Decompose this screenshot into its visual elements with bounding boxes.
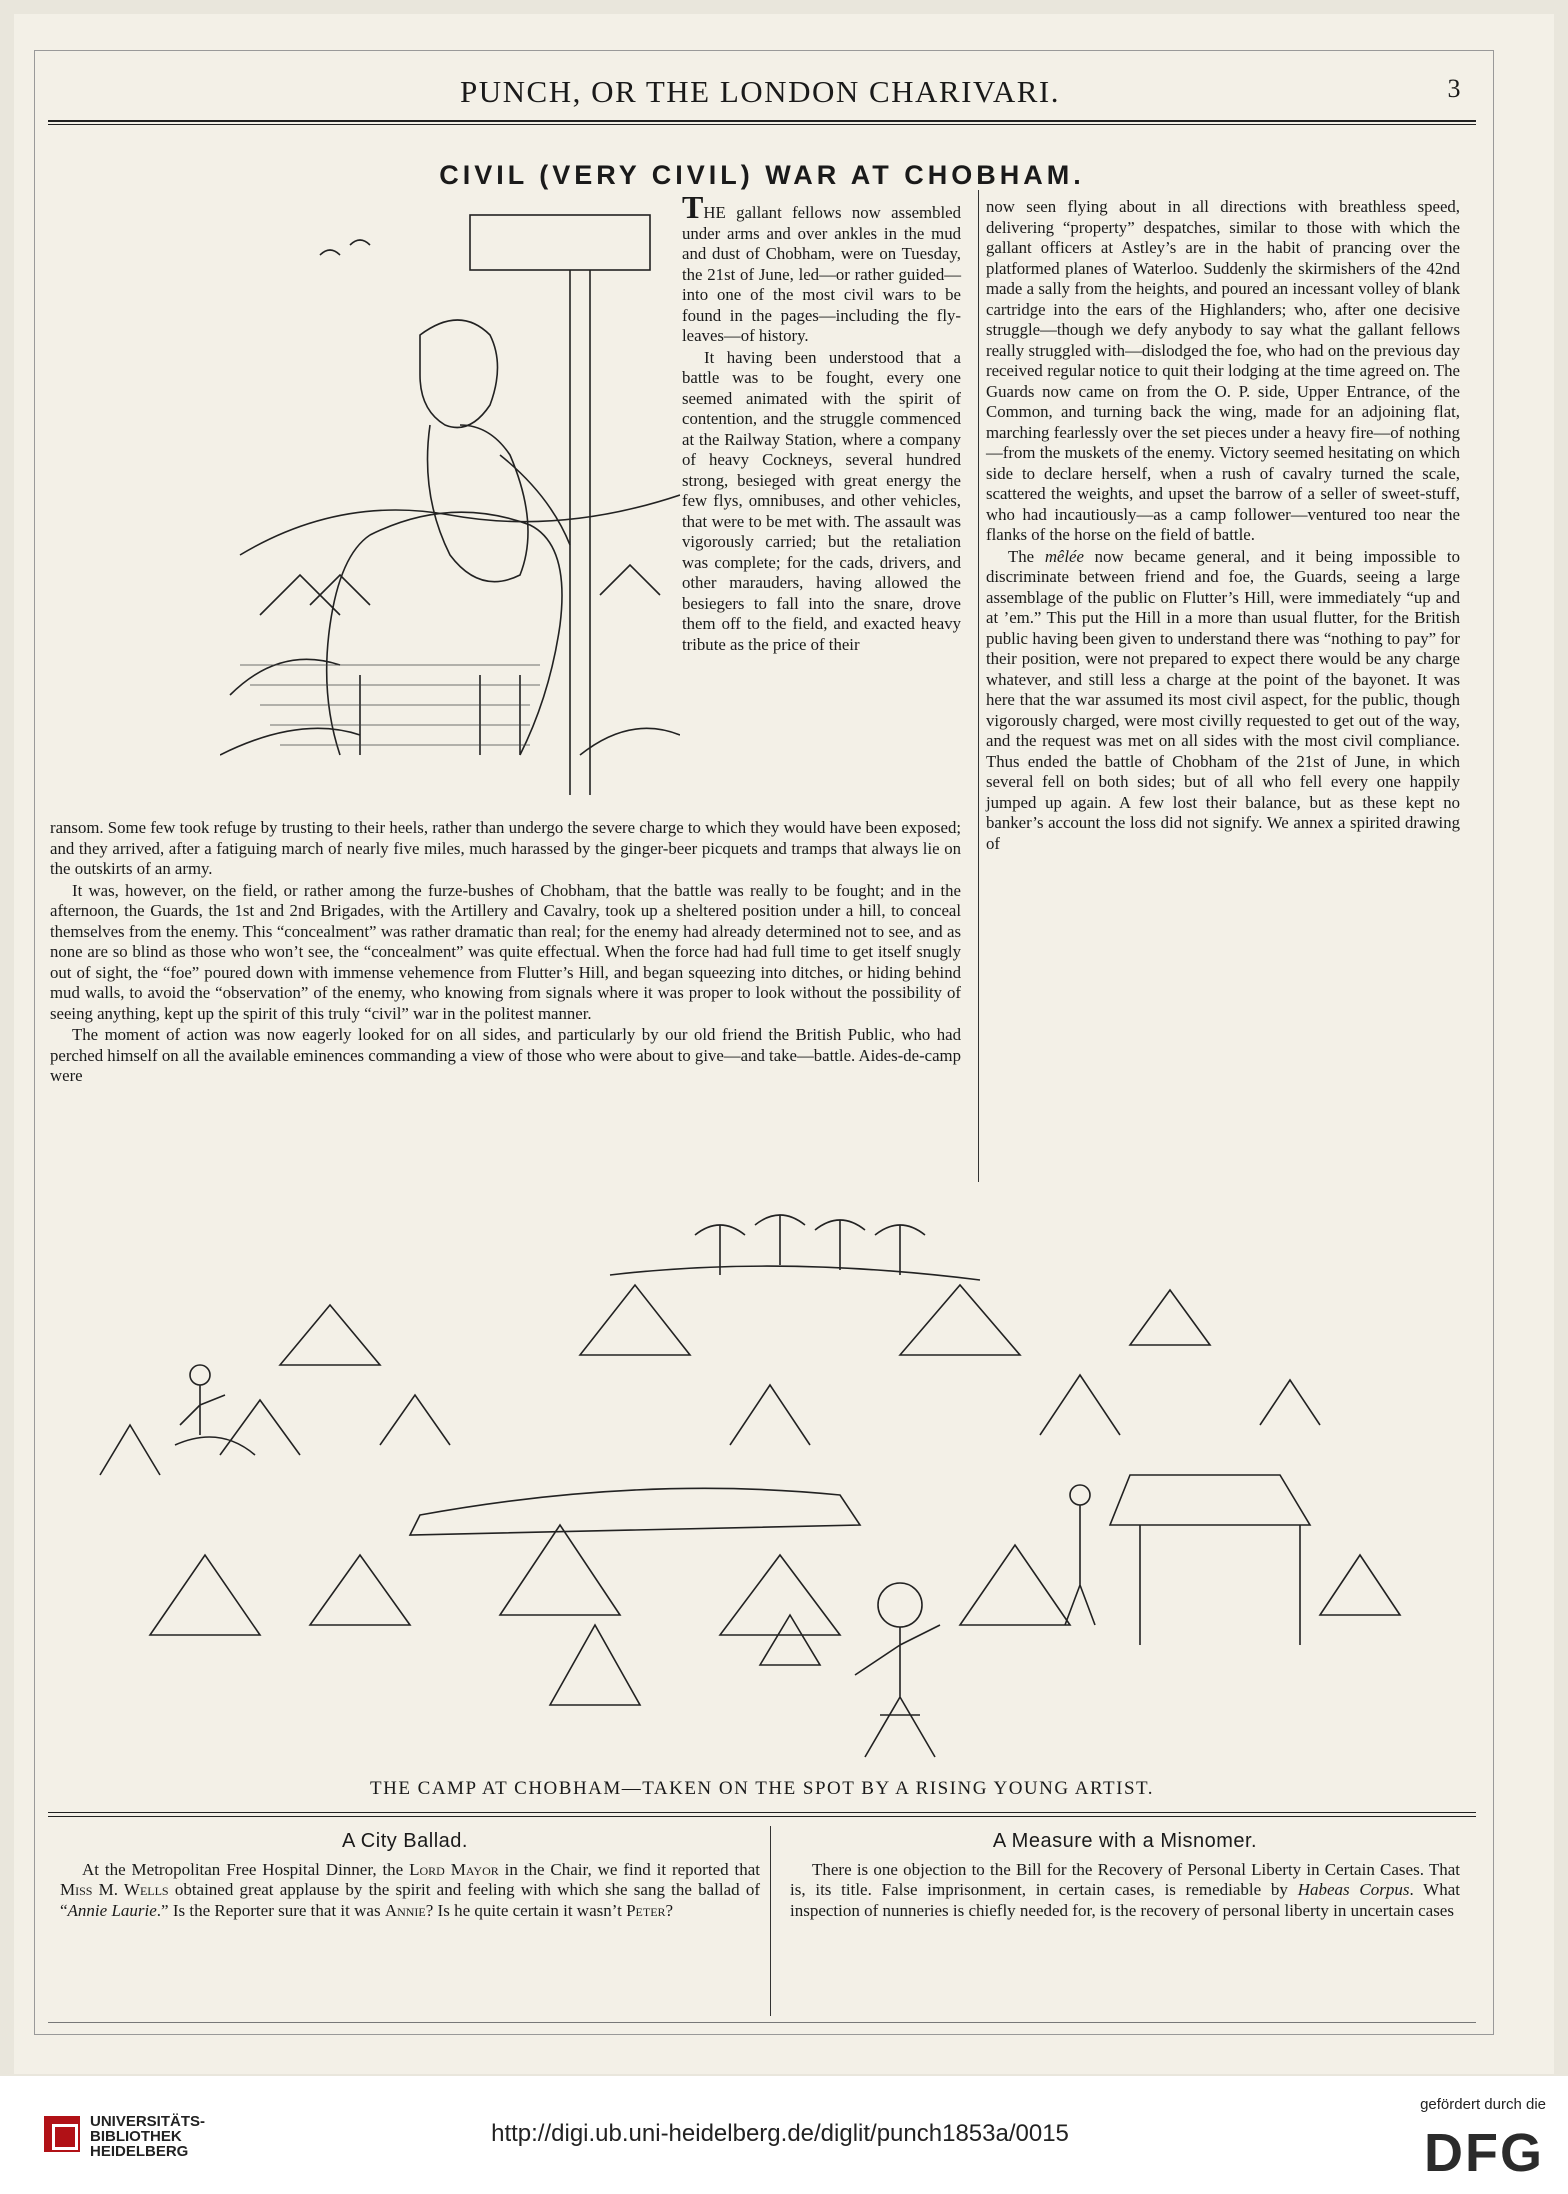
measure-text: There is one objection to the Bill for the Recovery of Personal Liberty in Certain Cases. That is, its title. False imprisonment, in certain cases, is remediable by Habeas Corpus. What inspection of nunneries is chiefly needed for, is the recovery of personal liberty in uncertain cases	[790, 1860, 1460, 1920]
city-ballad-text: At the Metropolitan Free Hospital Dinner, the Lord Mayor in the Chair, we find it reported that Miss M. Wells obtained great applause by the spirit and feeling with which she sang the ballad of “Annie Laurie.” Is the Reporter sure that it was Annie? Is he quite certain it wasn’t Peter?	[60, 1860, 760, 1920]
section-rule-2	[48, 1816, 1476, 1817]
right-para-2: The mêlée now became general, and it being impossible to discriminate between friend and foe, the Guards, seeing a large assemblage of the public on Flutter’s Hill, were immediately “up and at ’em.” This put the Hill in a more than usual flutter, for the British public having been given to understand there was “nothing to pay” for their position, were not prepared to expect there would be any charge whatever, and still less a charge at the point of the bayonet. It was here that the war assumed its most civil aspect, for the public, though vigorously charged, were most civilly requested to get out of the way, and the request was met on all sides with the most civil compliance. Thus ended the battle of Chobham of the 21st of June, in which several fell on both sides; but of all who fell every one happily jumped up again. A few lost their balance, but as these kept no banker’s account the loss did not signify. We annex a spirited drawing of	[986, 546, 1460, 853]
para-4: The moment of action was now eagerly looked for on all sides, and particularly by our old friend the British Public, who had perched himself on all the available eminences commanding a view of those who were about to give—and take—battle. Aides-de-camp were	[50, 1025, 962, 1085]
footer-bar	[0, 2076, 1568, 2194]
camp-caption: THE CAMP AT CHOBHAM—TAKEN ON THE SPOT BY A RISING YOUNG ARTIST.	[370, 1778, 1154, 1799]
short-column-divider	[770, 1826, 771, 2016]
permalink[interactable]: http://digi.ub.uni-heidelberg.de/diglit/punch1853a/0015	[491, 2120, 1069, 2147]
dropcap: T	[682, 189, 704, 225]
university-logo-icon	[44, 2116, 80, 2152]
running-head	[50, 74, 1470, 114]
cartoon-soldier-on-horse	[220, 195, 680, 810]
article-left-full	[50, 818, 961, 1087]
page-number: 3	[1447, 74, 1462, 103]
city-ballad-title: A City Ballad.	[342, 1830, 468, 1852]
para-3: It was, however, on the field, or rather among the furze-bushes of Chobham, that the battle was really to be fought; and in the afternoon, the Guards, the 1st and 2nd Brigades, with the Artillery and Cavalry, took up a sheltered position under a hill, to conceal themselves from the enemy. This “concealment” was rather dramatic than real; for the enemy had already determined not to see, and as none are so blind as those who won’t see, the “concealment” was quite effectual. When the force had had full time to get itself snugly out of sight, the “foe” poured down with immense vehemence from Flutter’s Hill, and began squeezing into ditches, or hiding behind mud walls, to avoid the “observation” of the enemy, who knowing from signals where it was proper to look without the possibility of seeing anything, kept up the spirit of this truly “civil” war in the politest manner.	[50, 880, 961, 1023]
article-right-column	[986, 197, 1460, 854]
camp-drawing	[80, 1195, 1450, 1785]
article-title: CIVIL (VERY CIVIL) WAR AT CHOBHAM.	[439, 160, 1085, 190]
measure-title: A Measure with a Misnomer.	[992, 1830, 1258, 1852]
column-divider	[978, 190, 979, 1182]
university-name: UNIVERSITÄTS- BIBLIOTHEK HEIDELBERG	[90, 2113, 206, 2160]
funding-note: gefördert durch die	[1420, 2096, 1546, 2113]
bottom-rule	[48, 2022, 1476, 2023]
header-rule	[48, 120, 1476, 125]
para-2-wrap: It having been understood that a battle was to be fought, every one seemed animated with the spirit of contention, and the struggle commenced at the Railway Station, where a company of heavy Cockneys, several hundred strong, besieged with great energy the few flys, omnibuses, and other vehicles, that were to be met with. The assault was vigorously carried; but the retaliation was complete; for the cads, drivers, and other marauders, having allowed the besiegers to fall into the snare, drove them off to the field, and exacted heavy tribute as the price of their	[682, 347, 961, 654]
right-para-1: now seen flying about in all directions with breathless speed, delivering “property” despatches, similar to those with which the gallant officers at Astley’s are in the habit of prancing over the platformed planes of Waterloo. Suddenly the skirmishers of the 42nd made a sally from the heights, and poured an incessant volley of blank cartridge into the ears of the Highlanders; who, after one decisive struggle—though we defy anybody to say what the gallant fellows really struggled with—dislodged the foe, who had on the previous day received regular notice to quit their lodging at the time agreed on. The Guards now came on from the O. P. side, Upper Entrance, of the Common, and turning back the wing, made for an adjoining flat, marching fearlessly over the set pieces under a heavy fire—of nothing—from the muskets of the enemy. Victory seemed hesitating on which side to declare herself, when a rush of cavalry turned the scale, scattered the weights, and upset the barrow of a seller of sweet-stuff, who had incautiously—as a camp follower—ventured too near the flanks of the horse on the field of battle.	[986, 197, 1460, 544]
article-para-1	[682, 189, 961, 655]
para-2-cont: ransom. Some few took refuge by trusting to their heels, rather than undergo the severe charge to which they would have been exposed; and they arrived, after a fatiguing march of nearly five miles, much harassed by the ginger-beer picquets and tramps that always lie on the outskirts of an army.	[50, 818, 961, 878]
para-1-text: HE gallant fellows now assembled under arms and over ankles in the mud and dust of Chobham, were on Tuesday, the 21st of June, led—or rather guided—into one of the most civil wars to be found in the pages—including the fly-leaves—of history.	[682, 203, 961, 345]
running-head-title: PUNCH, OR THE LONDON CHARIVARI.	[460, 74, 1060, 109]
dfg-logo: DFG	[1424, 2123, 1544, 2183]
section-rule	[48, 1812, 1476, 1813]
melee-italic: mêlée	[1044, 546, 1084, 566]
